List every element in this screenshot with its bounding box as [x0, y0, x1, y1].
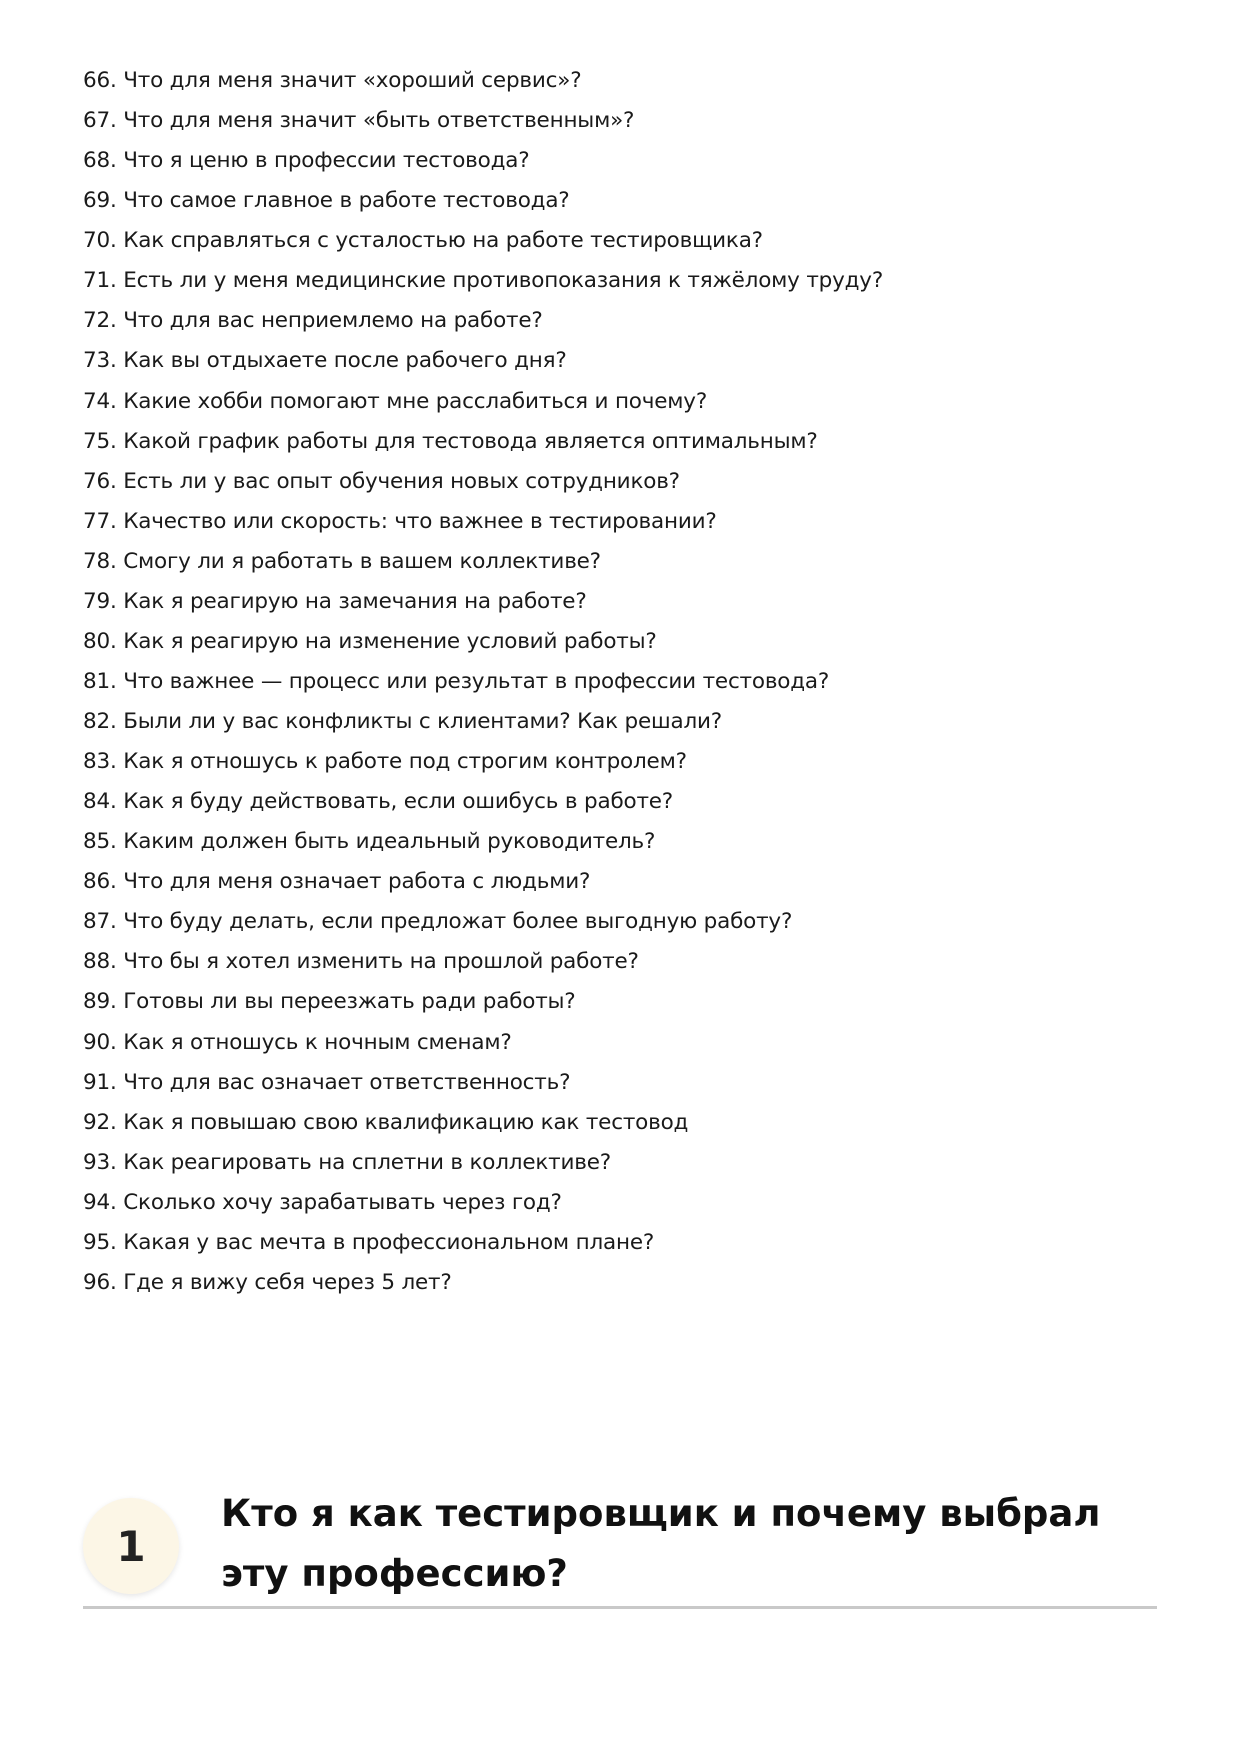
- question-item: 83. Как я отношусь к работе под строгим контролем?: [83, 749, 687, 775]
- question-item: 78. Смогу ли я работать в вашем коллективе?: [83, 548, 601, 574]
- question-item: 70. Как справляться с усталостью на работе тестировщика?: [83, 228, 763, 254]
- question-item: 72. Что для вас неприемлемо на работе?: [83, 308, 543, 334]
- question-item: 93. Как реагировать на сплетни в коллективе?: [83, 1149, 611, 1175]
- question-item: 87. Что буду делать, если предложат более выгодную работу?: [83, 909, 793, 935]
- question-item: 86. Что для меня означает работа с людьми?: [83, 869, 591, 895]
- question-item: 91. Что для вас означает ответственность?: [83, 1069, 571, 1095]
- question-list: [83, 61, 883, 1303]
- question-item: 71. Есть ли у меня медицинские противопоказания к тяжёлому труду?: [83, 268, 884, 294]
- question-item: 84. Как я буду действовать, если ошибусь в работе?: [83, 789, 674, 815]
- section-divider: [83, 1606, 1157, 1609]
- section-number-badge: 1: [83, 1498, 179, 1594]
- question-item: 69. Что самое главное в работе тестовода?: [83, 188, 570, 214]
- question-item: 94. Сколько хочу зарабатывать через год?: [83, 1189, 562, 1215]
- question-item: 67. Что для меня значит «быть ответственным»?: [83, 108, 635, 134]
- question-item: 81. Что важнее — процесс или результат в профессии тестовода?: [83, 668, 830, 694]
- question-item: 68. Что я ценю в профессии тестовода?: [83, 148, 530, 174]
- question-item: 92. Как я повышаю свою квалификацию как тестовод: [83, 1109, 689, 1135]
- question-item: 85. Каким должен быть идеальный руководитель?: [83, 829, 656, 855]
- section-title: Кто я как тестировщик и почему выбрал эту профессию?: [221, 1492, 1101, 1595]
- question-item: 75. Какой график работы для тестовода является оптимальным?: [83, 428, 818, 454]
- question-item: 82. Были ли у вас конфликты с клиентами? Как решали?: [83, 709, 723, 734]
- question-item: 90. Как я отношусь к ночным сменам?: [83, 1029, 512, 1055]
- question-item: 96. Где я вижу себя через 5 лет?: [83, 1269, 452, 1295]
- question-item: 79. Как я реагирую на замечания на работе?: [83, 588, 587, 614]
- question-item: 76. Есть ли у вас опыт обучения новых сотрудников?: [83, 468, 680, 494]
- question-item: 88. Что бы я хотел изменить на прошлой работе?: [83, 949, 639, 975]
- question-item: 73. Как вы отдыхаете после рабочего дня?: [83, 348, 567, 374]
- question-item: 66. Что для меня значит «хороший сервис»?: [83, 68, 582, 93]
- question-item: 95. Какая у вас мечта в профессиональном плане?: [83, 1229, 655, 1255]
- question-item: 80. Как я реагирую на изменение условий работы?: [83, 628, 657, 654]
- question-item: 74. Какие хобби помогают мне расслабиться и почему?: [83, 388, 708, 414]
- question-item: 89. Готовы ли вы переезжать ради работы?: [83, 989, 576, 1015]
- question-item: 77. Качество или скорость: что важнее в тестировании?: [83, 508, 717, 534]
